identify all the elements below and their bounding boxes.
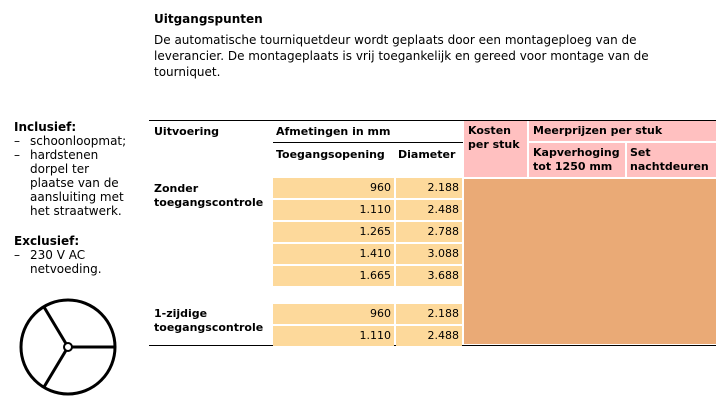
- inclusief-section: [14, 120, 144, 218]
- exclusief-section: [14, 234, 144, 276]
- exclusief-list: [14, 248, 144, 276]
- diameter-header: Diameter: [398, 148, 456, 161]
- opening-cell: 1.665: [273, 266, 394, 286]
- page-title: Uitgangspunten: [154, 12, 263, 26]
- intro-text: De automatische tourniquetdeur wordt geplaats door een montageploeg van de leverancier. De montageplaats is vrij toegankelijk en gereed voor montage van de tourniquet.: [154, 33, 649, 79]
- opening-cell: 1.410: [273, 244, 394, 264]
- opening-cell: 960: [273, 178, 394, 198]
- group-label-zonder: Zonder toegangscontrole: [154, 182, 264, 209]
- diameter-cell: 3.688: [396, 266, 462, 286]
- group-label-1-zijdig: 1-zijdige toegangscontrole: [154, 307, 264, 334]
- diameter-cell: 2.188: [396, 178, 462, 198]
- price-block: [464, 179, 716, 344]
- exclusief-item: – 230 V AC netvoeding.: [14, 248, 120, 276]
- inclusief-heading: Inclusief:: [14, 120, 77, 134]
- afmetingen-underline: [273, 142, 463, 143]
- diameter-cell: 2.488: [396, 200, 462, 220]
- set-header: Set nachtdeuren: [630, 146, 709, 173]
- inclusief-item: – schoonloopmat;: [14, 134, 144, 148]
- kosten-header: Kosten per stuk: [468, 124, 520, 151]
- exclusief-heading: Exclusief:: [14, 234, 80, 248]
- opening-cell: 1.110: [273, 200, 394, 220]
- inclusief-item: – hardstenen dorpel ter plaatse van de aansluiting met het straatwerk.: [14, 148, 135, 218]
- opening-cell: 1.265: [273, 222, 394, 242]
- kapverhoging-header: Kapverhoging tot 1250 mm: [533, 146, 620, 173]
- diameter-cell: 2.788: [396, 222, 462, 242]
- diameter-cell: 3.088: [396, 244, 462, 264]
- price-table: [149, 120, 716, 346]
- diameter-cell: 2.188: [396, 304, 462, 324]
- inclusief-list: [14, 134, 144, 218]
- uitvoering-header: Uitvoering: [154, 125, 220, 138]
- afmetingen-header: Afmetingen in mm: [276, 125, 391, 138]
- diameter-cell: 2.488: [396, 326, 462, 346]
- opening-cell: 960: [273, 304, 394, 324]
- opening-cell: 1.110: [273, 326, 394, 346]
- meerprijzen-header: Meerprijzen per stuk: [533, 124, 663, 137]
- turnstile-icon: [18, 297, 120, 397]
- toegangsopening-header: Toegangsopening: [276, 148, 385, 161]
